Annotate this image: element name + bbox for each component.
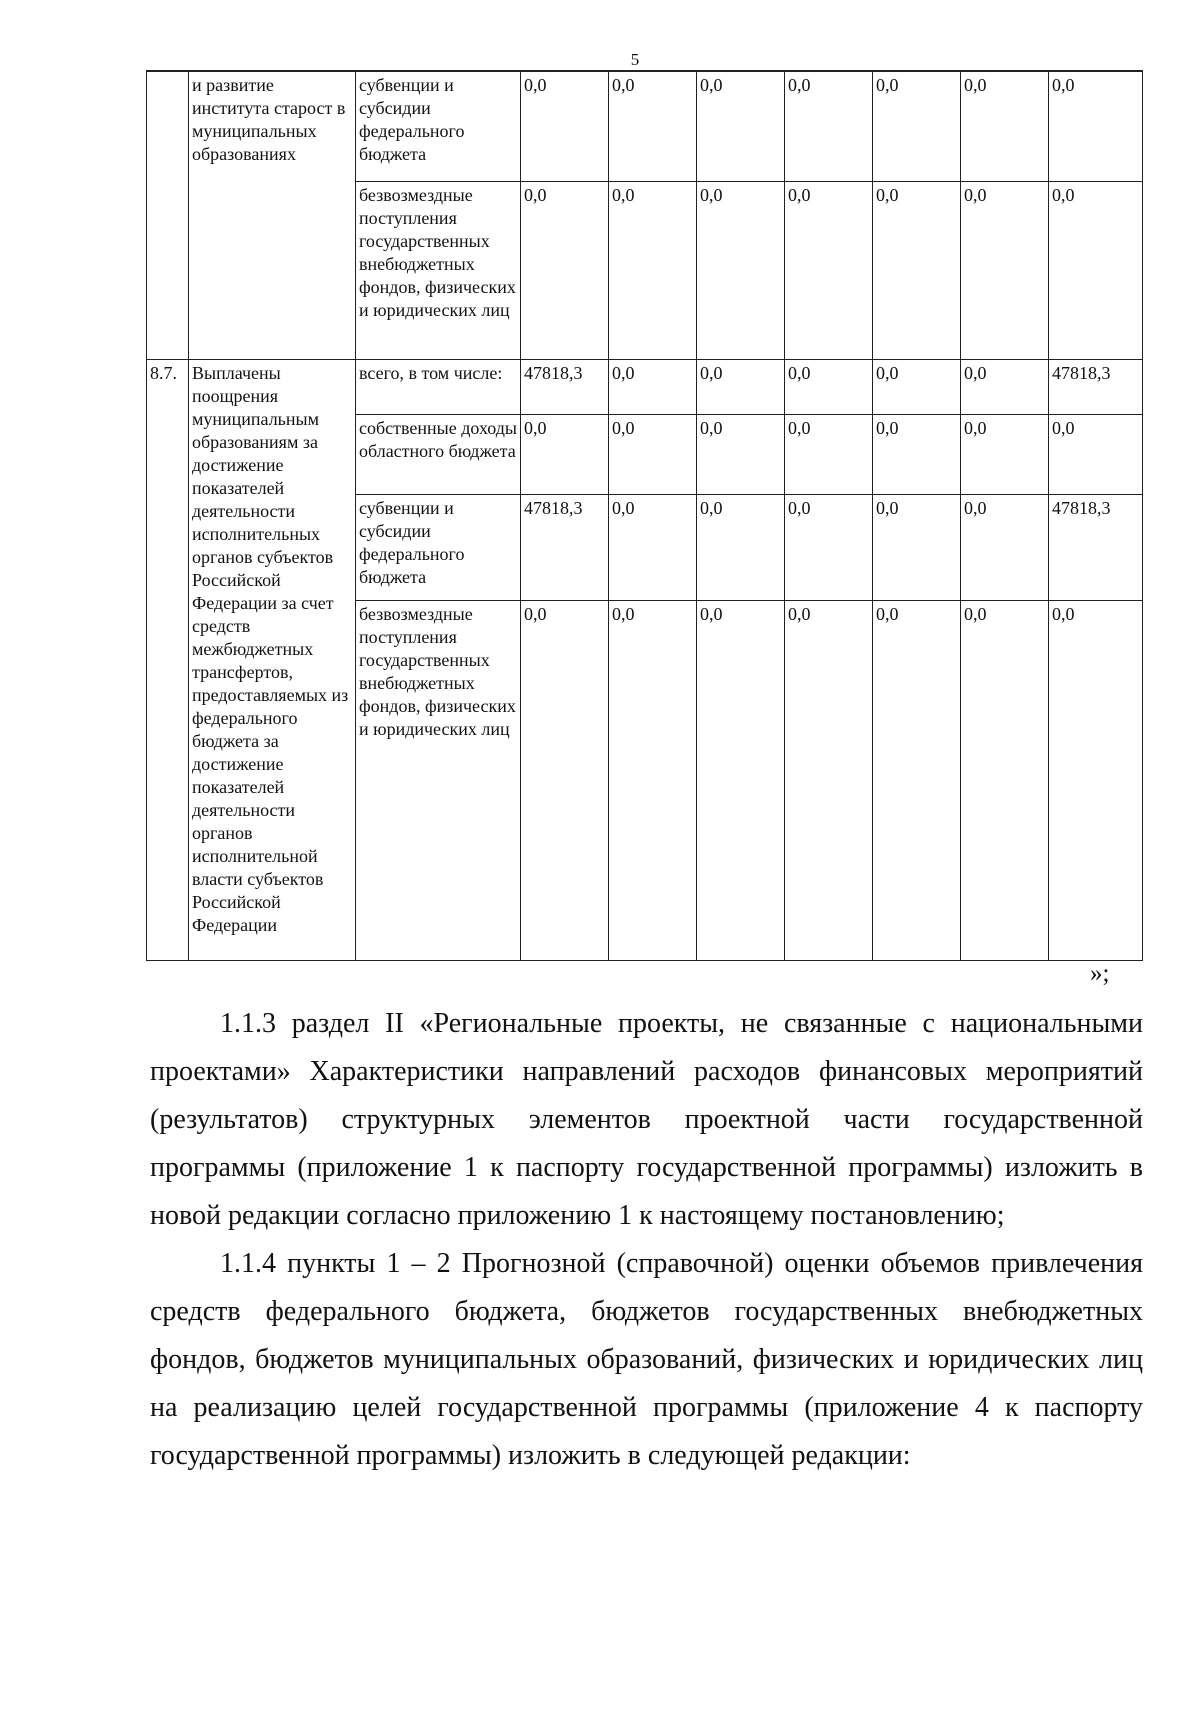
value-cell: 0,0 [785, 71, 873, 181]
source-cell: безвозмездные поступления государственных внебюджетных фондов, физических и юридических лиц [356, 181, 521, 359]
source-cell: безвозмездные поступления государственных внебюджетных фондов, физических и юридических лиц [356, 600, 521, 960]
table-row [147, 71, 1143, 181]
value-cell: 0,0 [609, 71, 697, 181]
value-cell: 47818,3 [1049, 494, 1143, 600]
value-cell: 47818,3 [521, 494, 609, 600]
value-cell: 0,0 [961, 600, 1049, 960]
value-cell: 0,0 [521, 414, 609, 494]
value-cell: 0,0 [873, 494, 961, 600]
value-cell: 0,0 [873, 600, 961, 960]
source-cell: собственные доходы областного бюджета [356, 414, 521, 494]
row-name-cell: и развитие института старост в муниципальных образованиях [189, 71, 356, 359]
value-cell: 0,0 [961, 71, 1049, 181]
value-cell: 0,0 [697, 414, 785, 494]
paragraph-1-1-4: 1.1.4 пункты 1 – 2 Прогнозной (справочной) оценки объемов привлечения средств федерального бюджета, бюджетов государственных внебюджетных фондов, бюджетов муниципальных образований, физических и юридических лиц на реализацию целей государственной программы (приложение 4 к паспорту государственной программы) изложить в следующей редакции: [150, 1248, 1143, 1471]
value-cell: 0,0 [961, 181, 1049, 359]
value-cell: 0,0 [521, 71, 609, 181]
source-cell: субвенции и субсидии федерального бюджета [356, 494, 521, 600]
value-cell: 47818,3 [521, 359, 609, 414]
source-cell: субвенции и субсидии федерального бюджета [356, 71, 521, 181]
value-cell: 0,0 [785, 181, 873, 359]
value-cell: 0,0 [697, 181, 785, 359]
value-cell: 0,0 [873, 71, 961, 181]
value-cell: 0,0 [697, 359, 785, 414]
row-number-cell: 8.7. [147, 359, 189, 960]
value-cell: 0,0 [609, 414, 697, 494]
table-row [147, 359, 1143, 414]
value-cell: 0,0 [873, 359, 961, 414]
closing-quote: »; [1090, 960, 1110, 987]
value-cell: 0,0 [1049, 181, 1143, 359]
value-cell: 0,0 [609, 600, 697, 960]
value-cell: 47818,3 [1049, 359, 1143, 414]
value-cell: 0,0 [609, 359, 697, 414]
value-cell: 0,0 [521, 181, 609, 359]
value-cell: 0,0 [873, 181, 961, 359]
value-cell: 0,0 [697, 494, 785, 600]
value-cell: 0,0 [609, 494, 697, 600]
value-cell: 0,0 [873, 414, 961, 494]
value-cell: 0,0 [961, 494, 1049, 600]
financing-table [146, 70, 1143, 961]
value-cell: 0,0 [961, 359, 1049, 414]
value-cell: 0,0 [1049, 600, 1143, 960]
value-cell: 0,0 [785, 494, 873, 600]
value-cell: 0,0 [697, 600, 785, 960]
value-cell: 0,0 [1049, 71, 1143, 181]
value-cell: 0,0 [785, 600, 873, 960]
row-number-cell [147, 71, 189, 359]
value-cell: 0,0 [961, 414, 1049, 494]
value-cell: 0,0 [697, 71, 785, 181]
source-cell: всего, в том числе: [356, 359, 521, 414]
value-cell: 0,0 [1049, 414, 1143, 494]
value-cell: 0,0 [521, 600, 609, 960]
paragraph-1-1-3: 1.1.3 раздел II «Региональные проекты, не связанные с национальными проектами» Характеристики направлений расходов финансовых мероприятий (результатов) структурных элементов проектной части государственной программы (приложение 1 к паспорту государственной программы) изложить в новой редакции согласно приложению 1 к настоящему постановлению; [150, 1008, 1143, 1231]
value-cell: 0,0 [785, 359, 873, 414]
row-name-cell: Выплачены поощрения муниципальным образованиям за достижение показателей деятельности исполнительных органов субъектов Российской Федерации за счет средств межбюджетных трансфертов, предоставляемых из федерального бюджета за достижение показателей деятельности органов исполнительной власти субъектов Российской Федерации [189, 359, 356, 960]
page-number: 5 [630, 50, 640, 69]
value-cell: 0,0 [785, 414, 873, 494]
value-cell: 0,0 [609, 181, 697, 359]
